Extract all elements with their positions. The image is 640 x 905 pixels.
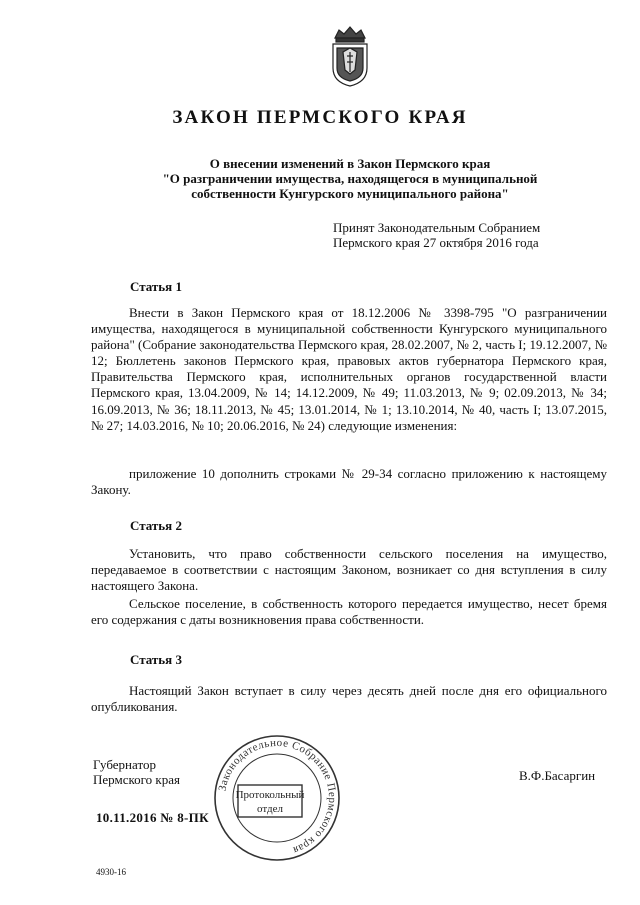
stamp-outer-text: Законодательное Собрание Пермского края [216, 736, 339, 857]
adoption-line: Пермского края 27 октября 2016 года [333, 235, 539, 250]
law-date-and-number: 10.11.2016 № 8-ПК [96, 810, 209, 825]
position-line: Губернатор [93, 757, 156, 772]
article-2-paragraph-1: Установить, что право собственности сельского поселения на имущество, передаваемое в соответствии с настоящим Законом, возникает со дня вступления в силу настоящего Закона. [91, 546, 607, 594]
document-subtitle [150, 156, 550, 201]
official-stamp [212, 733, 342, 863]
article-1-heading: Статья 1 [130, 279, 182, 294]
adoption-note [333, 220, 540, 250]
article-3-paragraph-1: Настоящий Закон вступает в силу через десять дней после дня его официального опубликования. [91, 683, 607, 715]
article-1-paragraph-1: Внести в Закон Пермского края от 18.12.2006 № 3398-795 "О разграничении имущества, находящегося в муниципальной собственности Кунгурского муниципального района" (Собрание законодательства Пермского края, 28.02.2007, № 2, часть I; 19.12.2007, № 12; Бюллетень законов Пермского края, правовых актов губернатора Пермского края, Правительства Пермского края, исполнительных органов государственной власти Пермского края, 13.04.2009, № 14; 14.12.2009, № 49; 11.03.2013, № 9; 02.09.2013, № 34; 16.09.2013, № 36; 18.11.2013, № 45; 13.01.2014, № 1; 13.10.2014, № 40, часть I; 13.07.2015, № 27; 14.03.2016, № 10; 20.06.2016, № 24) следующие изменения: [91, 305, 607, 433]
signatory-name: В.Ф.Басаргин [519, 768, 596, 783]
adoption-line: Принят Законодательным Собранием [333, 220, 541, 235]
subtitle-line: собственности Кунгурского муниципального района" [191, 186, 509, 201]
article-3-heading: Статья 3 [130, 652, 182, 667]
stamp-inner-line: Протокольный [235, 789, 305, 801]
subtitle-line: О внесении изменений в Закон Пермского края [209, 156, 491, 171]
article-2-heading: Статья 2 [130, 518, 182, 533]
subtitle-line: "О разграничении имущества, находящегося в муниципальной [162, 171, 538, 186]
signatory-position [93, 757, 180, 787]
article-2-paragraph-2: Сельское поселение, в собственность которого передается имущество, несет бремя его содержания с даты возникновения права собственности. [91, 596, 607, 628]
document-code: 4930-16 [96, 867, 126, 877]
perm-krai-coat-of-arms-icon [327, 24, 373, 88]
position-line: Пермского края [93, 772, 180, 787]
document-title: ЗАКОН ПЕРМСКОГО КРАЯ [172, 107, 468, 128]
article-1-paragraph-2: приложение 10 дополнить строками № 29-34 согласно приложению к настоящему Закону. [91, 466, 607, 498]
stamp-inner-line: отдел [257, 803, 283, 815]
